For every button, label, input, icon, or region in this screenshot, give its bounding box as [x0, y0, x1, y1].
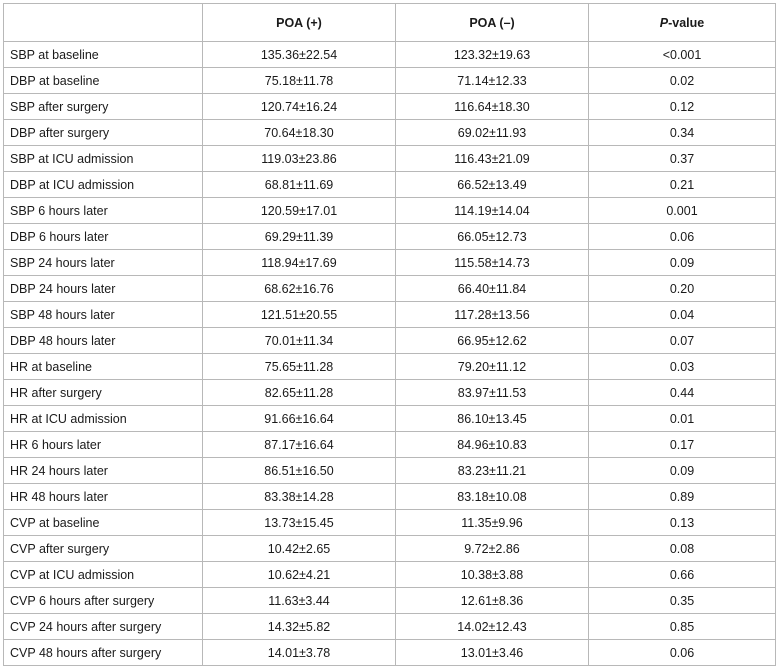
cell-poa-negative: 12.61±8.36: [396, 588, 589, 614]
table-row: [4, 588, 776, 614]
cell-p-value: 0.01: [589, 406, 776, 432]
cell-poa-positive: 82.65±11.28: [203, 380, 396, 406]
cell-poa-positive: 91.66±16.64: [203, 406, 396, 432]
cell-p-value: 0.35: [589, 588, 776, 614]
cell-poa-positive: 70.64±18.30: [203, 120, 396, 146]
table-row: [4, 120, 776, 146]
table-row: [4, 198, 776, 224]
cell-poa-positive: 83.38±14.28: [203, 484, 396, 510]
cell-poa-negative: 66.40±11.84: [396, 276, 589, 302]
row-label: HR 24 hours later: [4, 458, 203, 484]
cell-p-value: 0.09: [589, 250, 776, 276]
row-label: DBP at baseline: [4, 68, 203, 94]
row-label: HR at ICU admission: [4, 406, 203, 432]
table-row: [4, 510, 776, 536]
cell-poa-negative: 86.10±13.45: [396, 406, 589, 432]
cell-poa-positive: 75.65±11.28: [203, 354, 396, 380]
cell-poa-positive: 14.01±3.78: [203, 640, 396, 666]
cell-p-value: 0.66: [589, 562, 776, 588]
cell-p-value: 0.001: [589, 198, 776, 224]
cell-poa-positive: 10.62±4.21: [203, 562, 396, 588]
cell-p-value: <0.001: [589, 42, 776, 68]
row-label: HR at baseline: [4, 354, 203, 380]
cell-poa-positive: 120.59±17.01: [203, 198, 396, 224]
cell-poa-negative: 66.95±12.62: [396, 328, 589, 354]
table-row: [4, 302, 776, 328]
table-row: [4, 432, 776, 458]
table-row: [4, 640, 776, 666]
cell-p-value: 0.21: [589, 172, 776, 198]
cell-poa-negative: 83.23±11.21: [396, 458, 589, 484]
table-row: [4, 380, 776, 406]
cell-p-value: 0.34: [589, 120, 776, 146]
row-label: DBP 24 hours later: [4, 276, 203, 302]
row-label: CVP 24 hours after surgery: [4, 614, 203, 640]
row-label: HR 48 hours later: [4, 484, 203, 510]
cell-p-value: 0.12: [589, 94, 776, 120]
row-label: SBP at ICU admission: [4, 146, 203, 172]
table-row: [4, 146, 776, 172]
cell-p-value: 0.06: [589, 640, 776, 666]
row-label: CVP 48 hours after surgery: [4, 640, 203, 666]
cell-poa-negative: 114.19±14.04: [396, 198, 589, 224]
cell-poa-positive: 119.03±23.86: [203, 146, 396, 172]
table-row: [4, 94, 776, 120]
row-label: DBP 48 hours later: [4, 328, 203, 354]
cell-p-value: 0.17: [589, 432, 776, 458]
cell-p-value: 0.09: [589, 458, 776, 484]
table-row: [4, 562, 776, 588]
row-label: SBP 24 hours later: [4, 250, 203, 276]
cell-p-value: 0.02: [589, 68, 776, 94]
cell-poa-negative: 123.32±19.63: [396, 42, 589, 68]
cell-poa-positive: 10.42±2.65: [203, 536, 396, 562]
cell-poa-positive: 68.81±11.69: [203, 172, 396, 198]
cell-p-value: 0.85: [589, 614, 776, 640]
cell-p-value: 0.20: [589, 276, 776, 302]
cell-p-value: 0.06: [589, 224, 776, 250]
table-row: [4, 328, 776, 354]
cell-poa-positive: 13.73±15.45: [203, 510, 396, 536]
cell-poa-positive: 135.36±22.54: [203, 42, 396, 68]
cell-poa-negative: 84.96±10.83: [396, 432, 589, 458]
cell-poa-negative: 79.20±11.12: [396, 354, 589, 380]
table-row: [4, 614, 776, 640]
data-table: [3, 3, 776, 666]
cell-p-value: 0.44: [589, 380, 776, 406]
cell-poa-positive: 75.18±11.78: [203, 68, 396, 94]
table-row: [4, 68, 776, 94]
cell-poa-positive: 121.51±20.55: [203, 302, 396, 328]
table-row: [4, 276, 776, 302]
cell-poa-negative: 69.02±11.93: [396, 120, 589, 146]
cell-poa-negative: 13.01±3.46: [396, 640, 589, 666]
cell-poa-negative: 83.97±11.53: [396, 380, 589, 406]
cell-poa-positive: 14.32±5.82: [203, 614, 396, 640]
cell-p-value: 0.37: [589, 146, 776, 172]
row-label: SBP at baseline: [4, 42, 203, 68]
cell-poa-negative: 11.35±9.96: [396, 510, 589, 536]
header-p-letter: P: [659, 15, 669, 30]
header-poa-negative: POA (–): [396, 4, 589, 42]
table-row: [4, 458, 776, 484]
cell-poa-negative: 71.14±12.33: [396, 68, 589, 94]
header-p-value: [589, 4, 776, 42]
row-label: DBP after surgery: [4, 120, 203, 146]
cell-poa-positive: 69.29±11.39: [203, 224, 396, 250]
row-label: SBP 6 hours later: [4, 198, 203, 224]
cell-poa-positive: 11.63±3.44: [203, 588, 396, 614]
cell-poa-positive: 120.74±16.24: [203, 94, 396, 120]
row-label: HR after surgery: [4, 380, 203, 406]
cell-poa-positive: 86.51±16.50: [203, 458, 396, 484]
cell-p-value: 0.89: [589, 484, 776, 510]
header-row: [4, 4, 776, 42]
cell-poa-positive: 87.17±16.64: [203, 432, 396, 458]
cell-p-value: 0.13: [589, 510, 776, 536]
row-label: CVP at baseline: [4, 510, 203, 536]
table-row: [4, 536, 776, 562]
cell-p-value: 0.08: [589, 536, 776, 562]
cell-poa-negative: 66.05±12.73: [396, 224, 589, 250]
cell-poa-negative: 117.28±13.56: [396, 302, 589, 328]
row-label: SBP after surgery: [4, 94, 203, 120]
table-row: [4, 354, 776, 380]
row-label: DBP at ICU admission: [4, 172, 203, 198]
header-p-suffix: -value: [668, 15, 705, 30]
cell-poa-negative: 10.38±3.88: [396, 562, 589, 588]
cell-poa-negative: 14.02±12.43: [396, 614, 589, 640]
row-label: CVP after surgery: [4, 536, 203, 562]
cell-poa-positive: 118.94±17.69: [203, 250, 396, 276]
cell-poa-positive: 68.62±16.76: [203, 276, 396, 302]
cell-p-value: 0.04: [589, 302, 776, 328]
table-row: [4, 224, 776, 250]
cell-poa-negative: 83.18±10.08: [396, 484, 589, 510]
row-label: DBP 6 hours later: [4, 224, 203, 250]
cell-poa-negative: 66.52±13.49: [396, 172, 589, 198]
cell-poa-negative: 115.58±14.73: [396, 250, 589, 276]
cell-poa-negative: 116.64±18.30: [396, 94, 589, 120]
table-row: [4, 172, 776, 198]
cell-poa-negative: 9.72±2.86: [396, 536, 589, 562]
row-label: CVP 6 hours after surgery: [4, 588, 203, 614]
table-row: [4, 406, 776, 432]
cell-poa-positive: 70.01±11.34: [203, 328, 396, 354]
table-row: [4, 484, 776, 510]
row-label: SBP 48 hours later: [4, 302, 203, 328]
row-label: HR 6 hours later: [4, 432, 203, 458]
cell-poa-negative: 116.43±21.09: [396, 146, 589, 172]
cell-p-value: 0.07: [589, 328, 776, 354]
header-variable: [4, 4, 203, 42]
table-row: [4, 250, 776, 276]
table-row: [4, 42, 776, 68]
header-poa-positive: POA (+): [203, 4, 396, 42]
cell-p-value: 0.03: [589, 354, 776, 380]
row-label: CVP at ICU admission: [4, 562, 203, 588]
